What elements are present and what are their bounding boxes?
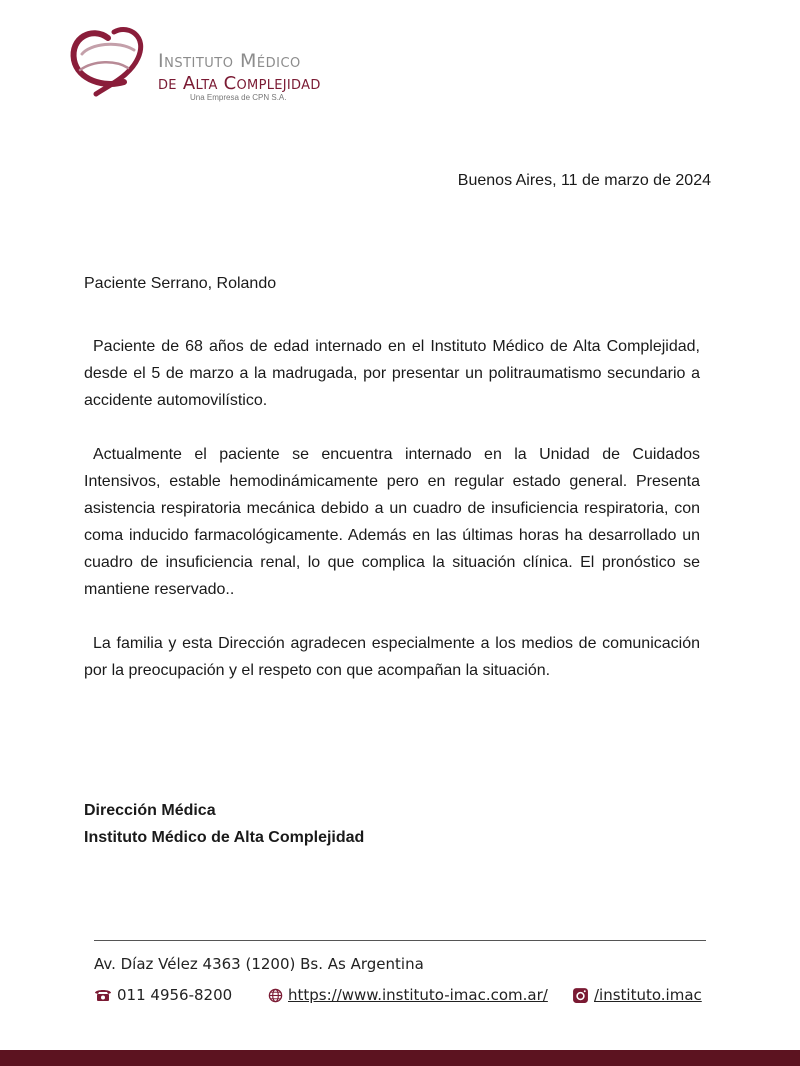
- signature-block: [84, 797, 364, 851]
- footer-color-bar: [0, 1050, 800, 1066]
- patient-heading: Paciente Serrano, Rolando: [84, 275, 277, 292]
- globe-icon: [268, 988, 283, 1003]
- institution-logo: [68, 24, 348, 104]
- signature-department: Dirección Médica: [84, 802, 216, 819]
- logo-name-line2: de Alta Complejidad: [158, 73, 321, 94]
- phone-icon: [94, 988, 112, 1002]
- paragraph-2: Actualmente el paciente se encuentra internado en la Unidad de Cuidados Intensivos, estable hemodinámicamente pero en regular estado general. Presenta asistencia respiratoria mecánica debido a un cuadro de insuficiencia respiratoria, con coma inducido farmacológicamente. Además en las últimas horas ha desarrollado un cuadro de insuficiencia renal, lo que complica la situación clínica. El pronóstico se mantiene reservado..: [84, 446, 700, 598]
- footer-website[interactable]: [268, 986, 548, 1004]
- footer-divider: [94, 940, 706, 941]
- paragraph-1: Paciente de 68 años de edad internado en el Instituto Médico de Alta Complejidad, desde el 5 de marzo a la madrugada, por presentar un politraumatismo secundario a accidente automovilístico.: [84, 338, 700, 409]
- letter-date: Buenos Aires, 11 de marzo de 2024: [457, 172, 711, 189]
- heart-swirl-logo-icon: [68, 24, 150, 100]
- instagram-link[interactable]: /instituto.imac: [594, 986, 702, 1004]
- logo-name-line1: Instituto Médico: [158, 50, 301, 72]
- footer-address: Av. Díaz Vélez 4363 (1200) Bs. As Argentina: [94, 955, 424, 973]
- phone-number: 011 4956-8200: [117, 986, 233, 1004]
- instagram-icon: [572, 987, 589, 1004]
- paragraph-3: La familia y esta Dirección agradecen especialmente a los medios de comunicación por la preocupación y el respeto con que acompañan la situación.: [84, 635, 700, 679]
- footer-phone: [94, 986, 232, 1004]
- footer-instagram[interactable]: [572, 986, 702, 1004]
- logo-tagline: Una Empresa de CPN S.A.: [190, 93, 287, 102]
- website-link[interactable]: https://www.instituto-imac.com.ar/: [288, 986, 548, 1004]
- signature-institution: Instituto Médico de Alta Complejidad: [84, 829, 365, 846]
